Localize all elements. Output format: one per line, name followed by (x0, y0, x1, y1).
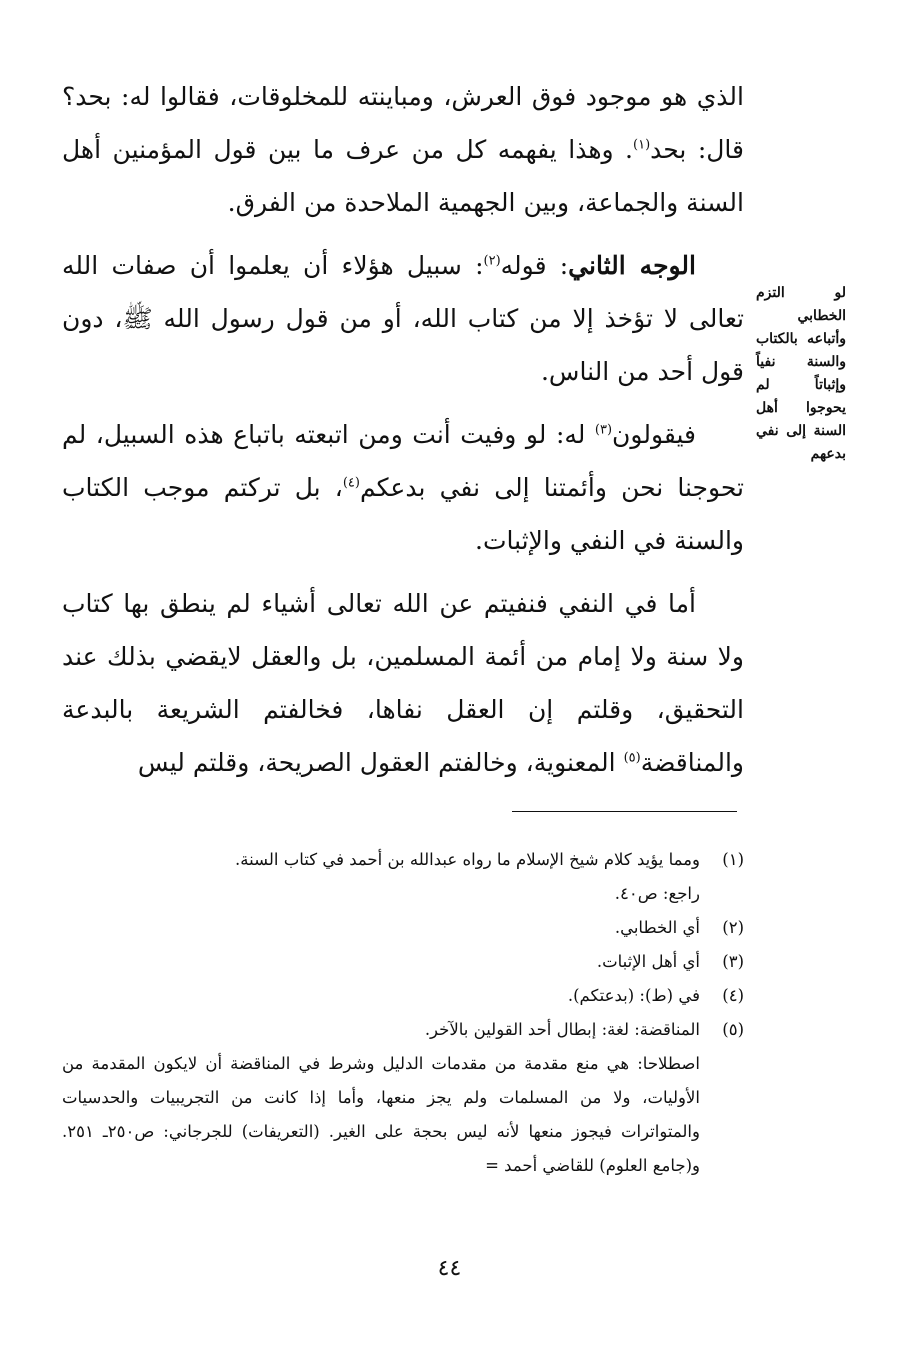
paragraph-4 (62, 577, 744, 789)
footnotes (62, 843, 744, 1183)
footnote-ref-2: (٢) (483, 253, 501, 269)
footnote-3 (62, 945, 744, 979)
paragraph-4-text-a: أما في النفي فنفيتم عن الله تعالى أشياء لم ينطق بها كتاب ولا سنة ولا إمام من أئمة المسلمين، بل والعقل لايقضي بذلك عند التحقيق، وقلتم إن العقل نفاها، فخالفتم الشريعة بالبدعة والمناقضة (62, 589, 744, 777)
footnote-separator (512, 811, 737, 812)
footnote-text: في (ط): (بدعتكم). (567, 986, 700, 1005)
footnote-1-continuation: راجع: ص٤٠. (614, 884, 700, 903)
footnote-number: (٥) (722, 1020, 744, 1039)
footnote-text: المناقضة: لغة: إبطال أحد القولين بالآخر. (424, 1020, 700, 1039)
margin-note: لو التزم الخطابي وأتباعه بالكتاب والسنة نفياً وإثباتاً لم يحوجوا أهل السنة إلى نفي بدعهم (756, 285, 846, 462)
footnote-2 (62, 911, 744, 945)
paragraph-2-text-a: : قوله (500, 251, 569, 280)
paragraph-2-text-b: : سبيل هؤلاء أن يعلموا أن صفات الله تعالى لا تؤخذ إلا من كتاب الله، أو من قول رسول الله ﷺ، دون قول أحد من الناس. (62, 251, 744, 386)
footnote-5 (62, 1013, 744, 1047)
footnote-5-continuation: اصطلاحا: هي منع مقدمة من مقدمات الدليل وشرط في المناقضة أن لايكون المقدمة من الأوليات، ولا من المسلمات ولم يجز منعها، وأما إذا كانت من التجريبيات والحدسيات والمتواترات فيجوز منعها لأنه ليس بحجة على الغير. (التعريفات) للجرجاني: ص٢٥٠ـ ٢٥١. و(جامع العلوم) للقاضي أحمد = (62, 1054, 700, 1175)
footnote-number: (٤) (722, 986, 744, 1005)
footnote-ref-3: (٣) (594, 422, 613, 438)
footnote-ref-5: (٥) (623, 750, 641, 766)
footnote-ref-4: (٤) (342, 475, 360, 491)
main-text (62, 70, 744, 789)
footnote-ref-1: (١) (633, 137, 651, 153)
paragraph-1-text-a: الذي هو موجود فوق العرش، ومباينته للمخلوقات، فقالوا له: بحد؟ قال: بحد (62, 82, 744, 164)
footnote-text: أي أهل الإثبات. (596, 952, 700, 971)
paragraph-3 (62, 408, 744, 567)
section-heading-inline: الوجه الثاني (568, 251, 696, 280)
paragraph-3-text-b: له: لو وفيت أنت ومن اتبعته باتباع هذه السبيل، لم تحوجنا نحن وأئمتنا إلى نفي بدعكم (62, 420, 744, 502)
footnote-text: ومما يؤيد كلام شيخ الإسلام ما رواه عبدالله بن أحمد في كتاب السنة. (235, 850, 700, 869)
paragraph-3-text-a: فيقولون (612, 420, 696, 449)
paragraph-1 (62, 70, 744, 229)
paragraph-4-text-b: المعنوية، وخالفتم العقول الصريحة، وقلتم ليس (137, 748, 624, 777)
footnote-1 (62, 843, 744, 877)
footnote-number: (١) (722, 850, 744, 869)
footnote-number: (٣) (722, 952, 744, 971)
paragraph-2 (62, 239, 744, 398)
paragraph-3-text-c: ، بل تركتم موجب الكتاب والسنة في النفي والإثبات. (62, 473, 744, 555)
footnote-4 (62, 979, 744, 1013)
page-number: ٤٤ (437, 1256, 462, 1281)
paragraph-1-text-b: . وهذا يفهمه كل من عرف ما بين قول المؤمنين أهل السنة والجماعة، وبين الجهمية الملاحدة من الفرق. (62, 135, 744, 217)
footnote-text: أي الخطابي. (614, 918, 700, 937)
footnote-number: (٢) (722, 918, 744, 937)
